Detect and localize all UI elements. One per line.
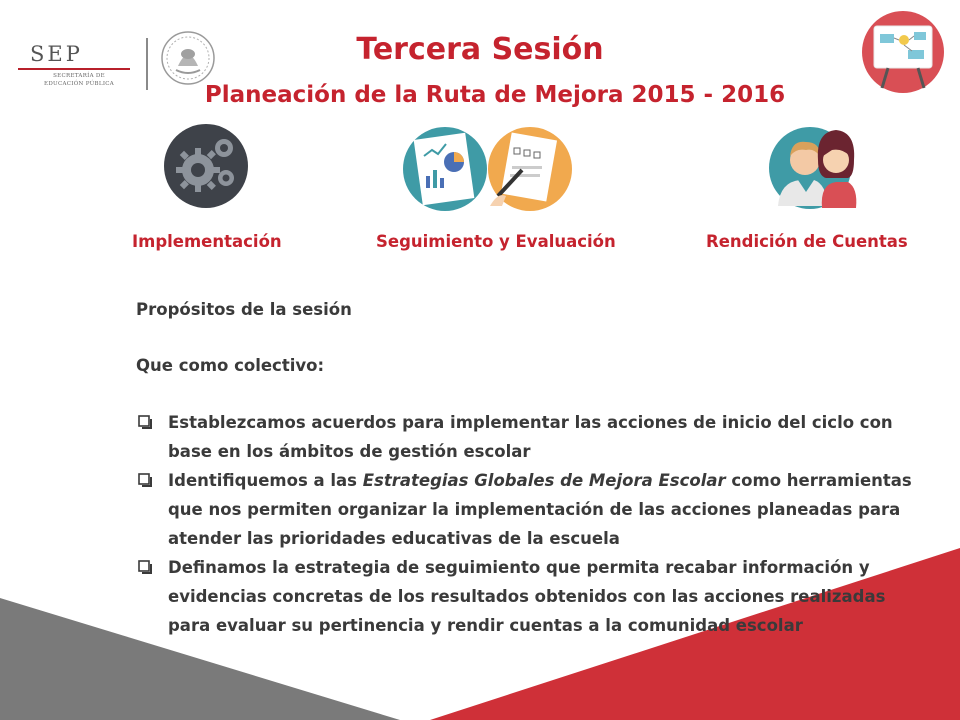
stage-label-implementacion: Implementación	[132, 232, 282, 251]
gears-icon	[162, 122, 250, 210]
sep-logo-rule	[18, 68, 130, 70]
page-subtitle: Planeación de la Ruta de Mejora 2015 - 2016	[204, 82, 786, 108]
checkbox-bullet-icon	[138, 415, 152, 429]
page-title: Tercera Sesión	[356, 32, 604, 67]
list-item-text: Definamos la estrategia de seguimiento que permita recabar información y evidencias concretas de los resultados obtenidos con las acciones realizadas para evaluar su pertinencia y rendir cuentas a la comunidad escolar	[168, 558, 886, 635]
sep-logo-text: SEP	[30, 42, 83, 66]
stage-label-seguimiento: Seguimiento y Evaluación	[376, 232, 616, 251]
list-item-text: Establezcamos acuerdos para implementar las acciones de inicio del ciclo con base en los ámbitos de gestión escolar	[168, 413, 893, 461]
list-item-emphasis: Estrategias Globales de Mejora Escolar	[362, 471, 726, 490]
session-purposes	[136, 296, 916, 640]
checkbox-bullet-icon	[138, 473, 152, 487]
list-item	[136, 553, 916, 640]
header-divider	[146, 38, 148, 90]
checkbox-bullet-icon	[138, 560, 152, 574]
list-item	[136, 408, 916, 466]
list-item	[136, 466, 916, 553]
list-item-text-after: como herramientas que nos permiten organizar la implementación de las acciones planeadas para atender las prioridades educativas de la escuela	[168, 471, 912, 548]
presentation-board-icon	[860, 10, 946, 94]
purposes-heading: Propósitos de la sesión	[136, 300, 352, 319]
people-icon	[766, 118, 860, 210]
stage-label-rendicion: Rendición de Cuentas	[706, 232, 908, 251]
evaluation-documents-icon	[402, 126, 574, 212]
sep-logo-subtext: SECRETARÍA DE EDUCACIÓN PÚBLICA	[44, 73, 115, 87]
purposes-intro: Que como colectivo:	[136, 356, 325, 375]
purposes-list	[136, 408, 916, 640]
list-item-text-before: Identifiquemos a las	[168, 471, 363, 490]
